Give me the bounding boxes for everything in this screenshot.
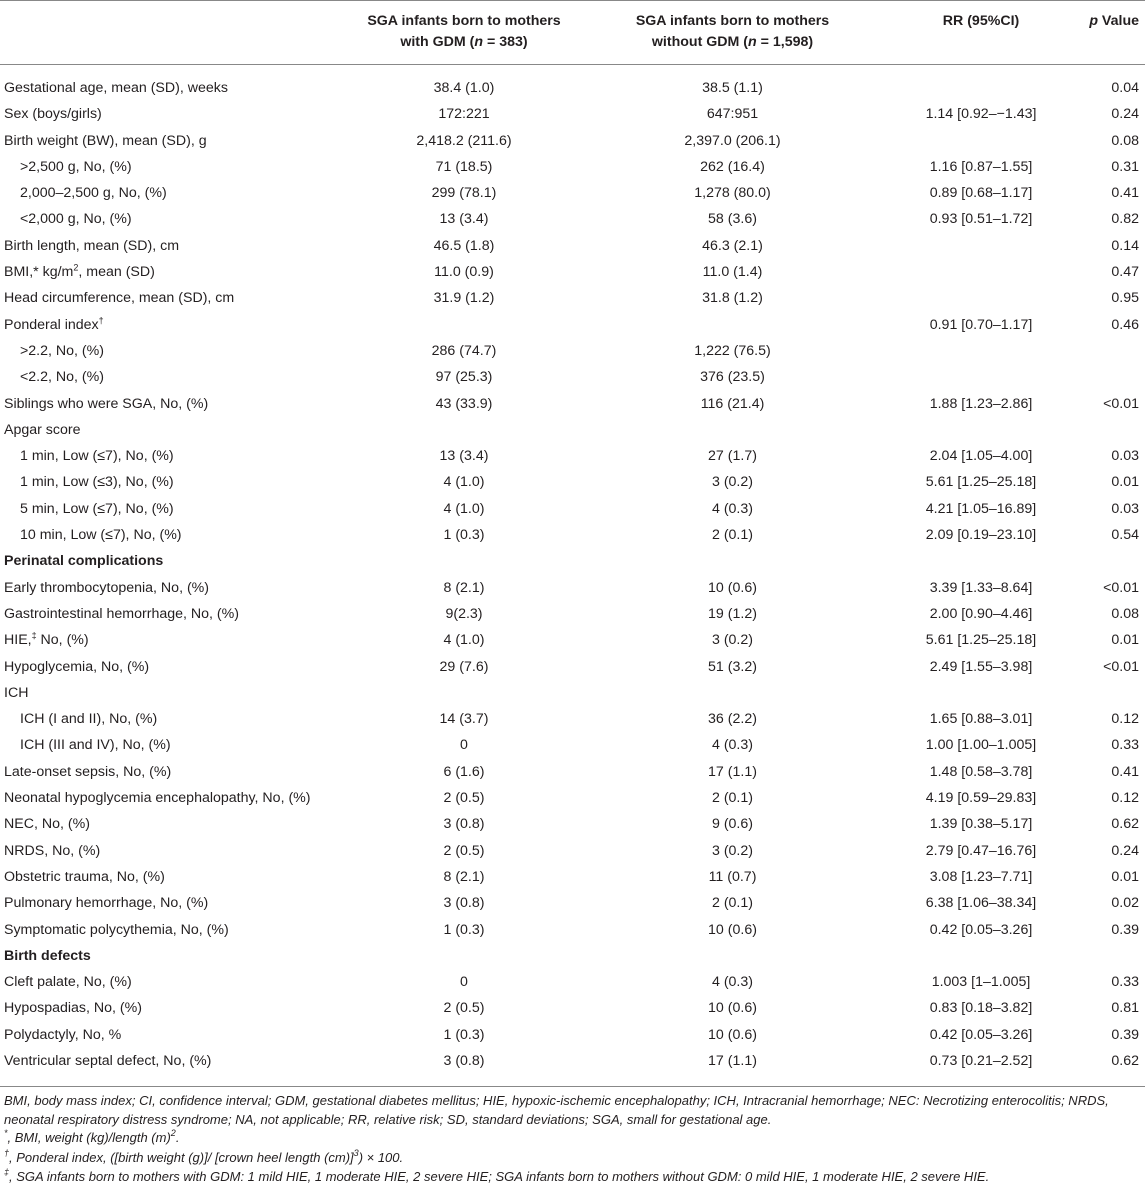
- header-nogdm-n: n: [748, 34, 757, 50]
- header-nogdm-line2-post: = 1,598): [756, 34, 814, 50]
- row-label: >2.2, No, (%): [20, 342, 104, 359]
- cell-nogdm: 38.5 (1.1): [702, 80, 763, 96]
- cell-pvalue: [1059, 680, 1145, 706]
- cell-gdm: 286 (74.7): [431, 342, 497, 359]
- table-row: [0, 75, 1145, 101]
- row-label: 2,000–2,500 g, No, (%): [20, 185, 167, 202]
- cell-gdm: [366, 312, 562, 338]
- row-label: ICH (I and II), No, (%): [20, 711, 158, 728]
- table-row: [0, 759, 1145, 785]
- footnotes: [4, 1092, 1139, 1188]
- cell-pvalue: 0.24: [1111, 106, 1139, 123]
- cell-nogdm: 17 (1.1): [708, 763, 757, 780]
- row-label: Late-onset sepsis, No, (%): [4, 763, 172, 780]
- cell-rr: 0.91 [0.70–1.17]: [929, 316, 1033, 333]
- cell-nogdm: 2 (0.1): [711, 895, 753, 912]
- footnote-star: *, BMI, weight (kg)/length $(m)^2$.: [4, 1128, 180, 1145]
- table-row: [0, 601, 1145, 627]
- row-label: Perinatal complications: [4, 553, 164, 570]
- cell-gdm: 31.9 (1.2): [433, 290, 495, 307]
- row-label: Sex (boys/girls): [4, 106, 102, 123]
- table-row: [0, 391, 1145, 417]
- cell-nogdm: [562, 943, 903, 969]
- cell-rr: 6.38 [1.06–38.34]: [925, 895, 1037, 912]
- cell-gdm: 46.5 (1.8): [433, 237, 495, 254]
- header-row: [0, 1, 1145, 65]
- spacer-row: [0, 65, 1145, 76]
- row-label: Siblings who were SGA, No, (%): [4, 395, 209, 412]
- cell-pvalue: 0.33: [1111, 974, 1139, 991]
- header-label-col: [0, 1, 366, 65]
- cell-nogdm: 10 (0.6): [708, 579, 757, 596]
- cell-nogdm: 3 (0.2): [711, 842, 753, 859]
- cell-rr: 5.61 [1.25–25.18]: [925, 632, 1037, 649]
- cell-rr: 3.08 [1.23–7.71]: [929, 868, 1033, 885]
- row-label: 10 min, Low (≤7), No, (%): [20, 527, 182, 544]
- cell-gdm: [366, 943, 562, 969]
- row-label: >2,500 g, No, (%): [20, 158, 132, 175]
- header-gdm-col: [366, 1, 562, 65]
- cell-nogdm: 116 (21.4): [700, 395, 765, 412]
- cell-rr: 2.04 [1.05–4.00]: [929, 448, 1033, 465]
- table-bottom-rule: [0, 1086, 1145, 1087]
- row-label: Symptomatic polycythemia, No, (%): [4, 921, 229, 938]
- cell-pvalue: [1059, 417, 1145, 443]
- row-label: Neonatal hypoglycemia encephalopathy, No, (%): [4, 790, 311, 807]
- cell-gdm: 9(2.3): [445, 605, 483, 622]
- cell-pvalue: <0.01: [1103, 395, 1139, 412]
- cell-rr: [903, 285, 1059, 311]
- cell-pvalue: 0.33: [1111, 737, 1139, 754]
- row-label: 5 min, Low (≤7), No, (%): [20, 500, 174, 517]
- table-row: [0, 338, 1145, 364]
- cell-gdm: 29 (7.6): [439, 658, 489, 675]
- cell-rr: 0.42 [0.05–3.26]: [929, 1026, 1033, 1043]
- header-p-italic: p: [1089, 13, 1098, 29]
- cell-gdm: 6 (1.6): [443, 763, 485, 780]
- header-gdm-line2-pre: with GDM (: [400, 34, 475, 50]
- table-row: [0, 312, 1145, 338]
- cell-rr: 3.39 [1.33–8.64]: [929, 579, 1033, 596]
- cell-nogdm: 3 (0.2): [711, 474, 753, 491]
- row-label: Early thrombocytopenia, No, (%): [4, 579, 210, 596]
- cell-rr: [903, 680, 1059, 706]
- cell-rr: 1.48 [0.58–3.78]: [929, 763, 1033, 780]
- row-label: Birth defects: [4, 947, 91, 964]
- cell-rr: 4.21 [1.05–16.89]: [925, 500, 1037, 517]
- cell-rr: 1.16 [0.87–1.55]: [929, 158, 1033, 175]
- cell-rr: [903, 417, 1059, 443]
- table-row: [0, 680, 1145, 706]
- table-row: [0, 364, 1145, 390]
- cell-rr: 1.00 [1.00–1.005]: [925, 737, 1037, 754]
- cell-rr: 0.42 [0.05–3.26]: [929, 921, 1033, 938]
- header-gdm-line2-post: = 383): [483, 34, 528, 50]
- cell-nogdm: [562, 548, 903, 574]
- row-label: Hypoglycemia, No, (%): [4, 658, 150, 675]
- cell-nogdm: 36 (2.2): [708, 711, 757, 728]
- cell-rr: 0.83 [0.18–3.82]: [929, 1000, 1033, 1017]
- row-label: Head circumference, mean (SD), cm: [4, 290, 235, 307]
- table-row: [0, 522, 1145, 548]
- header-nogdm-line1: SGA infants born to mothers: [635, 13, 830, 29]
- cell-nogdm: 1,278 (80.0): [694, 185, 771, 202]
- header-rr-col: RR (95%CI): [942, 13, 1020, 29]
- table-row: [0, 469, 1145, 495]
- cell-gdm: 8 (2.1): [443, 579, 485, 596]
- cell-gdm: 0: [460, 737, 468, 754]
- cell-gdm: 4 (1.0): [443, 500, 485, 517]
- cell-rr: 0.73 [0.21–2.52]: [929, 1052, 1033, 1069]
- cell-nogdm: [562, 680, 903, 706]
- cell-nogdm: 4 (0.3): [711, 737, 753, 754]
- cell-nogdm: 1,222 (76.5): [694, 342, 771, 359]
- row-label: <2.2, No, (%): [20, 369, 104, 386]
- cell-pvalue: 0.82: [1111, 211, 1139, 228]
- cell-pvalue: 0.62: [1111, 816, 1139, 833]
- cell-nogdm: 2,397.0 (206.1): [684, 132, 781, 149]
- cell-rr: 2.09 [0.19–23.10]: [925, 527, 1037, 544]
- header-nogdm-col: [562, 1, 903, 65]
- cell-pvalue: 0.39: [1111, 1026, 1139, 1043]
- cell-gdm: 1 (0.3): [443, 1026, 485, 1043]
- table-row: [0, 1048, 1145, 1078]
- cell-rr: [903, 338, 1059, 364]
- table-row: [0, 627, 1145, 653]
- cell-rr: 0.93 [0.51–1.72]: [929, 211, 1033, 228]
- cell-nogdm: 376 (23.5): [700, 369, 765, 386]
- cell-rr: 1.003 [1–1.005]: [931, 974, 1031, 991]
- cell-gdm: 2 (0.5): [443, 842, 485, 859]
- cell-nogdm: 58 (3.6): [708, 211, 757, 228]
- table-row: [0, 496, 1145, 522]
- table-body: [0, 65, 1145, 1079]
- cell-rr: 5.61 [1.25–25.18]: [925, 474, 1037, 491]
- table-row: [0, 890, 1145, 916]
- cell-rr: 2.00 [0.90–4.46]: [929, 605, 1033, 622]
- table-row: [0, 417, 1145, 443]
- cell-pvalue: 0.54: [1111, 527, 1139, 544]
- table-row: [0, 285, 1145, 311]
- cell-rr: [903, 259, 1059, 285]
- cell-pvalue: 0.47: [1111, 264, 1139, 281]
- cell-gdm: 2,418.2 (211.6): [416, 132, 512, 149]
- cell-pvalue: 0.12: [1111, 790, 1139, 807]
- header-nogdm-line2-pre: without GDM (: [651, 34, 749, 50]
- row-label: ICH: [4, 684, 29, 701]
- cell-nogdm: 31.8 (1.2): [702, 290, 763, 307]
- footnote-abbreviations: BMI, body mass index; CI, confidence interval; GDM, gestational diabetes mellitus; HIE, hypoxic-ischemic encephalopathy; ICH, Intracranial hemorrhage; NEC: Necrotizing enterocolitis; NRDS, neonatal respiratory distress syndrome; NA, not applicable; RR, relative risk; SD, standard deviations; SGA, small for gestational age.: [4, 1093, 1109, 1127]
- cell-gdm: 2 (0.5): [443, 790, 485, 807]
- cell-pvalue: 0.41: [1111, 763, 1139, 780]
- cell-nogdm: 17 (1.1): [708, 1052, 757, 1069]
- cell-pvalue: [1059, 338, 1145, 364]
- cell-gdm: 3 (0.8): [443, 1052, 485, 1069]
- cell-pvalue: 0.02: [1111, 895, 1139, 912]
- cell-nogdm: 4 (0.3): [711, 500, 753, 517]
- cell-pvalue: 0.46: [1111, 316, 1139, 333]
- cell-rr: 2.49 [1.55–3.98]: [929, 658, 1033, 675]
- cell-pvalue: 0.31: [1111, 158, 1139, 175]
- table-row: [0, 785, 1145, 811]
- cell-gdm: 71 (18.5): [435, 158, 493, 175]
- cell-gdm: 13 (3.4): [439, 448, 489, 465]
- cell-gdm: 8 (2.1): [443, 868, 485, 885]
- cell-rr: [903, 548, 1059, 574]
- cell-gdm: 13 (3.4): [439, 211, 489, 228]
- row-label: Cleft palate, No, (%): [4, 974, 132, 991]
- row-label: Pulmonary hemorrhage, No, (%): [4, 895, 209, 912]
- cell-pvalue: [1059, 943, 1145, 969]
- cell-rr: 1.88 [1.23–2.86]: [929, 395, 1033, 412]
- cell-pvalue: 0.24: [1111, 842, 1139, 859]
- row-label: NRDS, No, (%): [4, 842, 101, 859]
- row-label: Obstetric trauma, No, (%): [4, 868, 165, 885]
- cell-rr: [903, 75, 1059, 101]
- cell-gdm: 14 (3.7): [439, 711, 489, 728]
- cell-nogdm: 10 (0.6): [708, 1000, 757, 1017]
- cell-pvalue: 0.81: [1111, 1000, 1139, 1017]
- row-label: BMI,* $kg/m^2$, mean (SD): [4, 262, 155, 281]
- cell-gdm: 2 (0.5): [443, 1000, 485, 1017]
- table-row: [0, 995, 1145, 1021]
- row-label: HIE,‡ No, (%): [4, 630, 89, 649]
- cell-pvalue: 0.12: [1111, 711, 1139, 728]
- cell-gdm: 0: [460, 974, 468, 991]
- cell-pvalue: 0.14: [1111, 237, 1139, 254]
- cell-rr: [903, 364, 1059, 390]
- cell-rr: [903, 943, 1059, 969]
- cell-gdm: [366, 417, 562, 443]
- section-header-row: [0, 943, 1145, 969]
- cell-pvalue: 0.62: [1111, 1052, 1139, 1069]
- cell-nogdm: 27 (1.7): [708, 448, 757, 465]
- header-pvalue-col: [1059, 1, 1145, 65]
- row-label: 1 min, Low (≤7), No, (%): [20, 448, 174, 465]
- cell-gdm: 11.0 (0.9): [434, 264, 494, 281]
- cell-nogdm: 11.0 (1.4): [702, 264, 763, 281]
- table-row: [0, 969, 1145, 995]
- cell-rr: 2.79 [0.47–16.76]: [925, 842, 1037, 859]
- cell-gdm: [366, 680, 562, 706]
- cell-nogdm: 262 (16.4): [700, 158, 765, 175]
- cell-pvalue: 0.41: [1111, 185, 1139, 202]
- row-label: 1 min, Low (≤3), No, (%): [20, 474, 174, 491]
- footnote-dagger: †, Ponderal index, ([birth weight (g)]/ [crown heel length (cm)]$^3$) × 100.: [4, 1147, 404, 1165]
- cell-pvalue: <0.01: [1103, 658, 1139, 675]
- row-label: Birth length, mean (SD), cm: [4, 237, 180, 254]
- row-label: Gestational age, mean (SD), weeks: [4, 80, 228, 96]
- cell-pvalue: 0.03: [1111, 448, 1139, 465]
- cell-nogdm: 19 (1.2): [708, 605, 757, 622]
- table-row: [0, 206, 1145, 232]
- table-row: [0, 180, 1145, 206]
- row-label: <2,000 g, No, (%): [20, 211, 132, 228]
- header-p-rest: Value: [1097, 13, 1139, 29]
- cell-pvalue: 0.95: [1111, 290, 1139, 307]
- table-row: [0, 128, 1145, 154]
- table-row: [0, 838, 1145, 864]
- cell-pvalue: 0.08: [1111, 132, 1139, 149]
- row-label: ICH (III and IV), No, (%): [20, 737, 171, 754]
- table-row: [0, 917, 1145, 943]
- row-label: Apgar score: [4, 421, 81, 438]
- footnote-ddagger: ‡, SGA infants born to mothers with GDM: 1 mild HIE, 1 moderate HIE, 2 severe HIE; SGA infants born to mothers without GDM: 0 mild HIE, 1 moderate HIE, 2 severe HIE.: [4, 1167, 990, 1184]
- table-row: [0, 811, 1145, 837]
- cell-pvalue: 0.01: [1111, 868, 1139, 885]
- cell-rr: [903, 128, 1059, 154]
- cell-rr: 1.65 [0.88–3.01]: [929, 711, 1033, 728]
- cell-pvalue: 0.03: [1111, 500, 1139, 517]
- cell-gdm: [366, 548, 562, 574]
- cell-nogdm: 10 (0.6): [708, 1026, 757, 1043]
- cell-gdm: 4 (1.0): [443, 474, 485, 491]
- table-row: [0, 654, 1145, 680]
- cell-pvalue: <0.01: [1103, 579, 1139, 596]
- cell-nogdm: 647:951: [706, 106, 759, 123]
- cell-gdm: 3 (0.8): [443, 816, 485, 833]
- row-label: Gastrointestinal hemorrhage, No, (%): [4, 605, 239, 622]
- cell-rr: 4.19 [0.59–29.83]: [925, 790, 1037, 807]
- table-row: [0, 1022, 1145, 1048]
- cell-gdm: 1 (0.3): [443, 527, 485, 544]
- cell-gdm: 43 (33.9): [435, 395, 493, 412]
- cell-nogdm: 2 (0.1): [711, 527, 753, 544]
- cell-gdm: 4 (1.0): [443, 632, 485, 649]
- cell-gdm: 172:221: [438, 106, 490, 123]
- header-gdm-line1: SGA infants born to mothers: [367, 13, 561, 29]
- cell-gdm: 97 (25.3): [435, 369, 493, 386]
- cell-nogdm: 51 (3.2): [708, 658, 757, 675]
- cell-nogdm: 10 (0.6): [708, 921, 757, 938]
- cell-rr: 1.39 [0.38–5.17]: [929, 816, 1033, 833]
- cell-nogdm: 9 (0.6): [711, 816, 753, 833]
- row-label: Polydactyly, No, %: [4, 1026, 122, 1043]
- table-row: [0, 732, 1145, 758]
- row-label: NEC, No, (%): [4, 816, 90, 833]
- cell-pvalue: 0.08: [1111, 605, 1139, 622]
- table-row: [0, 154, 1145, 180]
- cell-nogdm: [562, 312, 903, 338]
- table-row: [0, 233, 1145, 259]
- cell-pvalue: [1059, 364, 1145, 390]
- cell-gdm: 38.4 (1.0): [433, 80, 495, 96]
- cell-rr: [903, 233, 1059, 259]
- table-row: [0, 259, 1145, 285]
- header-gdm-n: n: [474, 34, 484, 50]
- row-label: Hypospadias, No, (%): [4, 1000, 142, 1017]
- cell-pvalue: 0.04: [1111, 80, 1139, 96]
- cell-pvalue: [1059, 548, 1145, 574]
- table-row: [0, 443, 1145, 469]
- cell-rr: 1.14 [0.92–−1.43]: [925, 106, 1037, 123]
- row-label: Ventricular septal defect, No, (%): [4, 1052, 212, 1069]
- row-label: Ponderal index†: [4, 314, 104, 333]
- cell-pvalue: 0.01: [1111, 474, 1139, 491]
- cell-nogdm: 4 (0.3): [711, 974, 753, 991]
- cell-nogdm: [562, 417, 903, 443]
- cell-gdm: 299 (78.1): [431, 185, 497, 202]
- section-header-row: [0, 548, 1145, 574]
- cell-nogdm: 2 (0.1): [711, 790, 753, 807]
- cell-rr: 0.89 [0.68–1.17]: [929, 185, 1033, 202]
- cell-pvalue: 0.39: [1111, 921, 1139, 938]
- cell-nogdm: 46.3 (2.1): [702, 237, 763, 254]
- cell-gdm: 1 (0.3): [443, 921, 485, 938]
- row-label: Birth weight (BW), mean (SD), g: [4, 132, 207, 149]
- table-row: [0, 864, 1145, 890]
- cell-gdm: 3 (0.8): [443, 895, 485, 912]
- cell-pvalue: 0.01: [1111, 632, 1139, 649]
- table-row: [0, 575, 1145, 601]
- table-row: [0, 706, 1145, 732]
- cell-nogdm: 11 (0.7): [708, 868, 757, 885]
- table-row: [0, 101, 1145, 127]
- cell-nogdm: 3 (0.2): [711, 632, 753, 649]
